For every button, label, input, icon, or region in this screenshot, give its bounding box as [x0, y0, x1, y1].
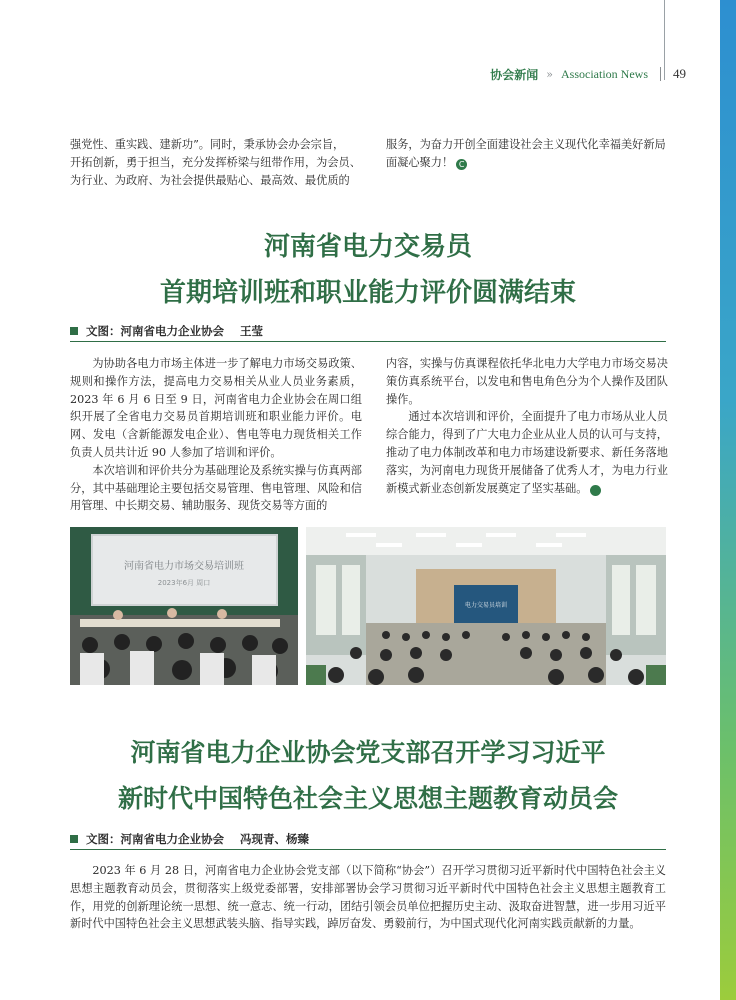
byline-text: 文图：河南省电力企业协会 王莹 [86, 324, 264, 338]
banner-text: 河南省电力市场交易培训班 [124, 561, 244, 572]
article2-title-line2: 新时代中国特色社会主义思想主题教育动员会 [117, 784, 618, 813]
article1-title-line2: 首期培训班和职业能力评价圆满结束 [159, 278, 576, 308]
screen-text: 电力交易员培训 [464, 602, 508, 609]
text-line: 服务，为奋力开创全面建设社会主义现代化幸福美好新局 [386, 138, 666, 151]
byline-rule [70, 341, 666, 342]
banner-subtext: 2023年6月 周口 [157, 579, 211, 587]
prev-article-left [70, 136, 362, 189]
article2-title-line1: 河南省电力企业协会党支部召开学习习近平 [130, 738, 606, 767]
training-photo-1 [70, 527, 298, 685]
bullet-square-icon [70, 835, 78, 843]
text-line-content: 面凝心聚力！ [386, 155, 454, 169]
end-mark-icon: C [590, 485, 601, 496]
training-photo-2 [306, 527, 666, 685]
section-title: 协会新闻 [490, 67, 539, 82]
side-color-bar [720, 0, 736, 1000]
article1-title-line1: 河南省电力交易员 [263, 232, 472, 262]
page-number: 49 [673, 66, 686, 81]
byline-text: 文图：河南省电力企业协会 冯现青、杨臻 [86, 832, 310, 846]
header-separator [660, 67, 661, 81]
end-mark-icon: C [456, 159, 467, 170]
article1-title [0, 230, 736, 310]
page-header [490, 64, 686, 84]
article2-byline [70, 830, 666, 848]
training-photo-2-image [306, 527, 666, 685]
paragraph-text: 通过本次培训和评价，全面提升了电力市场从业人员综合能力，得到了广大电力企业从业人员的认可与支持，推动了电力体制改革和电力市场建设新要求、新任务落地落实，为河南电力现货开展储备了优秀人才，为电力行业新模式新业态创新发展奠定了坚实基础。 [386, 410, 668, 495]
paragraph: 本次培训和评价共分为基础理论及系统实操与仿真两部分，其中基础理论主要包括交易管理、售电管理、风险和信用管理、中长期交易、辅助服务、现货交易等方面的 [70, 463, 362, 513]
text-line: 为行业、为政府、为社会提供最贴心、最高效、最优质的 [70, 173, 350, 187]
bullet-square-icon [70, 327, 78, 335]
paragraph: 为协助各电力市场主体进一步了解电力市场交易政策、规则和操作方法，提高电力交易相关从业人员业务素质，2023 年 6 月 6 日至 9 日，河南省电力企业协会在周口组织开展了全省电力交易员首期培训班和职业能力评价。电网、发电（含新能源发电企业）、售电等电力现货相关工作负责人员共计近 90 人参加了培训和评价。 [70, 357, 362, 459]
paragraph: 内容，实操与仿真课程依托华北电力大学电力市场交易决策仿真系统平台，以发电和售电角色分为个人操作及团队操作。 [386, 357, 668, 406]
article1-byline [70, 322, 666, 340]
article2-title [0, 736, 736, 816]
article2-body [70, 862, 666, 933]
section-title-en: Association News [561, 66, 648, 81]
text-line: 开拓创新，勇于担当，充分发挥桥梁与纽带作用，为会员、 [70, 155, 361, 169]
paragraph: 2023 年 6 月 28 日，河南省电力企业协会党支部（以下简称“协会”）召开学习贯彻习近平新时代中国特色社会主义思想主题教育动员会，贯彻落实上级党委部署，安排部署协会学习贯彻习近平新时代中国特色社会主义思想主题教育工作，用党的创新理论统一思想、统一意志、统一行动，团结引领会员单位把握历史主动、汲取奋进智慧，进一步用习近平新时代中国特色社会主义思想武装头脑、指导实践，踔厉奋发、勇毅前行，为中国式现代化河南实践贡献新的力量。 [70, 864, 666, 931]
training-photo-1-image [70, 527, 298, 685]
byline-rule [70, 849, 666, 850]
double-chevron-icon: » [546, 67, 553, 81]
paragraph [386, 408, 668, 497]
article1-left-column [70, 355, 362, 515]
article1-right-column [386, 355, 668, 497]
text-line: 强党性、重实践、建新功”。同时，秉承协会办会宗旨， [70, 138, 345, 151]
prev-article-right [386, 136, 668, 172]
text-line [386, 154, 668, 172]
